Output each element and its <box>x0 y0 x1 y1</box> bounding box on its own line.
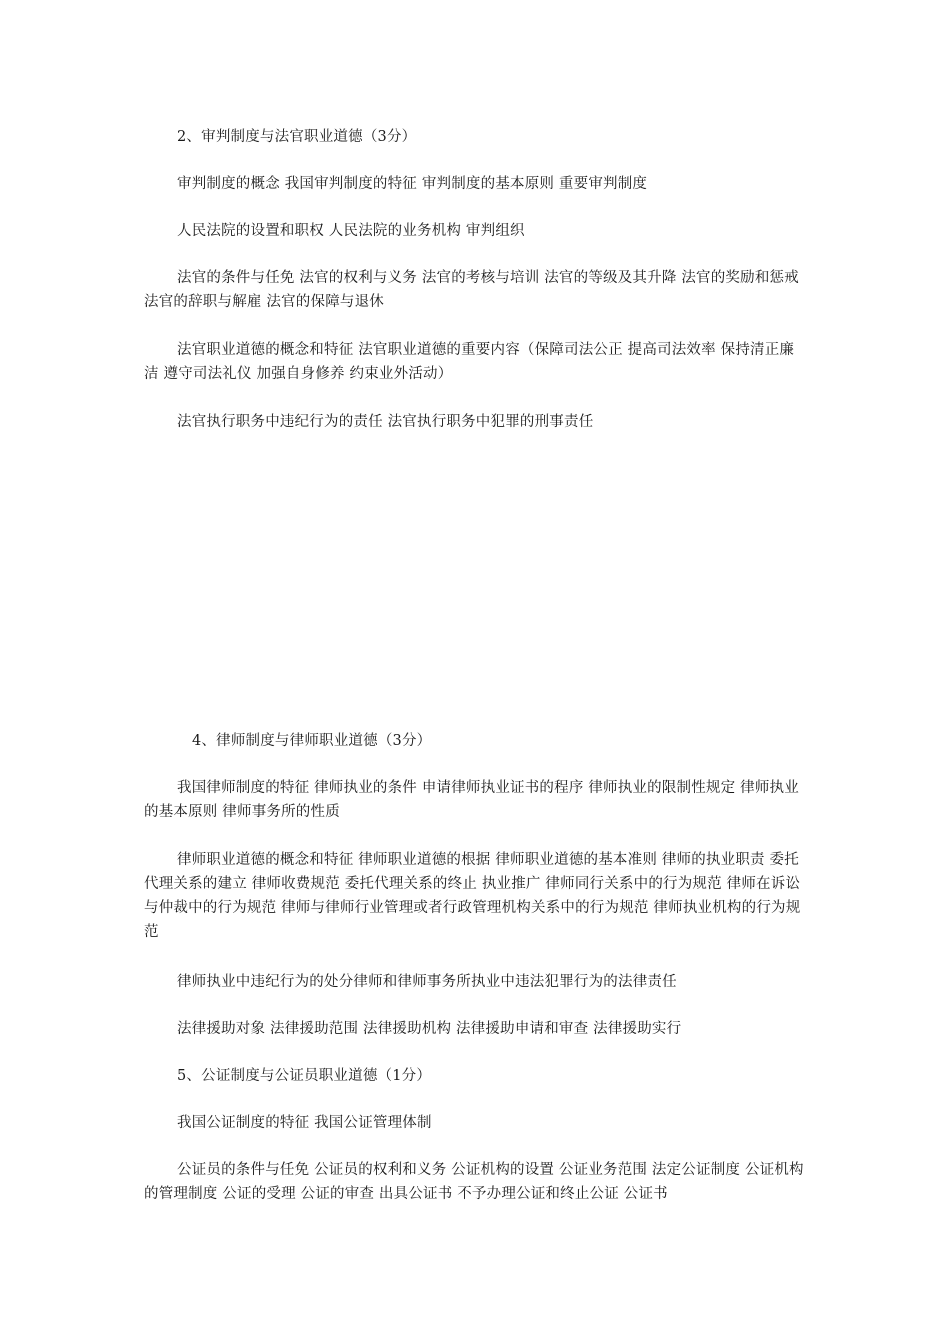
section-4-paragraph-1: 我国律师制度的特征 律师执业的条件 申请律师执业证书的程序 律师执业的限制性规定 律师执业的基本原则 律师事务所的性质 <box>144 780 799 820</box>
section-4-paragraph-3: 律师执业中违纪行为的处分律师和律师事务所执业中违法犯罪行为的法律责任 <box>177 974 677 990</box>
section-2-heading: 2、审判制度与法官职业道德（3分） <box>177 129 417 145</box>
section-4-paragraph-2: 律师职业道德的概念和特征 律师职业道德的根据 律师职业道德的基本准则 律师的执业职责 委托代理关系的建立 律师收费规范 委托代理关系的终止 执业推广 律师同行关系中的行为规范 律师在诉讼与仲裁中的行为规范 律师与律师行业管理或者行政管理机构关系中的行为规范 律师执业机构的行为规范 <box>144 852 801 940</box>
section-4-heading: 4、律师制度与律师职业道德（3分） <box>192 733 432 749</box>
section-2-paragraph-5: 法官执行职务中违纪行为的责任 法官执行职务中犯罪的刑事责任 <box>177 414 594 430</box>
section-5-paragraph-2: 公证员的条件与任免 公证员的权利和义务 公证机构的设置 公证业务范围 法定公证制度 公证机构的管理制度 公证的受理 公证的审查 出具公证书 不予办理公证和终止公证 公证书 <box>144 1162 804 1202</box>
section-4-paragraph-4: 法律援助对象 法律援助范围 法律援助机构 法律援助申请和审查 法律援助实行 <box>177 1021 682 1037</box>
section-2-paragraph-1: 审判制度的概念 我国审判制度的特征 审判制度的基本原则 重要审判制度 <box>177 176 648 192</box>
section-5-heading: 5、公证制度与公证员职业道德（1分） <box>177 1068 432 1084</box>
section-2-paragraph-3: 法官的条件与任免 法官的权利与义务 法官的考核与培训 法官的等级及其升降 法官的奖励和惩戒 法官的辞职与解雇 法官的保障与退休 <box>144 270 799 310</box>
section-5-paragraph-1: 我国公证制度的特征 我国公证管理体制 <box>177 1115 432 1131</box>
section-2-paragraph-4: 法官职业道德的概念和特征 法官职业道德的重要内容（保障司法公正 提高司法效率 保持清正廉洁 遵守司法礼仪 加强自身修养 约束业外活动） <box>144 342 795 382</box>
section-2-paragraph-2: 人民法院的设置和职权 人民法院的业务机构 审判组织 <box>177 223 525 239</box>
